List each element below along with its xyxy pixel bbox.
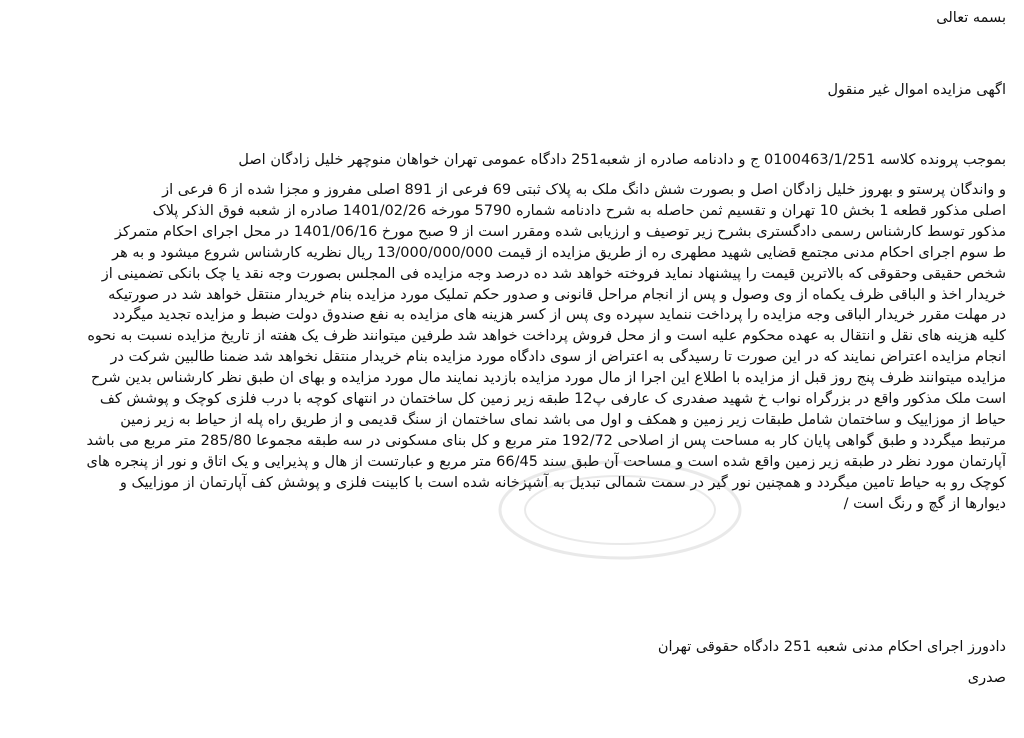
signer-name: صدری [967, 670, 1006, 686]
body-line: آپارتمان مورد نظر در طبقه زیر زمین واقع شده است و مساحت آن طبق سند 66/45 متر مربع و عبارتست از هال و پذیرایی و یک اتاق و نور از پنجره های [86, 453, 1006, 470]
body-line: است ملک مذکور واقع در بزرگراه نواب خ شهید صفدری ک عارفی پ12 طبقه زیر زمین کل ساختمان در انتهای کوچه با درب فلزی کوچک و پوشش کف [99, 391, 1006, 408]
body-line: ط سوم اجرای احکام مدنی مجتمع قضایی شهید مطهری ره از طریق مزایده از قیمت 13/000/000/000 ریال نظریه کارشناس شروع میشود و به هر [112, 244, 1006, 261]
body-line: در مهلت مقرر خریدار الباقی وجه مزایده را پرداخت ننماید سپرده وی پس از کسر هزینه های مزایده به نفع صندوق دولت ضبط و مزایده تجدید میگردد [112, 307, 1006, 324]
body-line: دیوارها از گچ و رنگ است / [843, 495, 1006, 512]
signing-office: دادورز اجرای احکام مدنی شعبه 251 دادگاه حقوقی تهران [657, 639, 1006, 655]
body-line: خریدار اخذ و الباقی ظرف یکماه از وی وصول و پس از انجام مراحل قانونی و صدور حکم تملیک مورد مزایده بنام خریدار منتقل خواهد شد در صورتیکه [108, 286, 1006, 303]
body-line: کلیه هزینه های نقل و انتقال به عهده محکوم علیه است و از محل فروش پرداخت خواهد شد طرفین میتوانند ظرف یک هفته از تاریخ مزایده نسبت به نحوه [87, 328, 1006, 345]
body-line: و واندگان پرستو و بهروز خلیل زادگان اصل و بصورت شش دانگ ملک به پلاک ثبتی 69 فرعی از 891 اصلی مفروز و مجزا شده از 6 فرعی از [162, 182, 1006, 198]
body-line: مرتبط میگردد و طبق گواهی پایان کار به مساحت پس از اصلاحی 192/72 متر مربع و کل بنای مسکونی در سه طبقه مجموعا 285/80 متر مربع می باشد [86, 432, 1006, 449]
body-line: اصلی مذکور قطعه 1 بخش 10 تهران و تقسیم ثمن حاصله به شرح دادنامه شماره 5790 مورخه 1401/02/26 صادره از شعبه فوق الذکر پلاک [152, 202, 1006, 219]
case-intro-line: بموجب پرونده کلاسه 0100463/1/251 ج و دادنامه صادره از شعبه251 دادگاه عمومی تهران خواهان منوچهر خلیل زادگان اصل [238, 152, 1006, 168]
body-line: مزایده میتوانند ظرف پنج روز قبل از مزایده با اطلاع این اجرا از مال مورد مزایده بازدید نمایند مال مورد مزایده و بهای ان طبق نظر کارشناس بدین شرح [90, 370, 1006, 387]
body-line: شخص حقیقی وحقوقی که بالاترین قیمت را پیشنهاد نماید فروخته خواهد شد ده درصد وجه مزایده فی المجلس بصورت وجه نقد یا چک بانکی تضمینی از [101, 265, 1006, 282]
body-line: حیاط از موزاییک و ساختمان شامل طبقات زیر زمین و همکف و اول می باشد نمای ساختمان از سنگ قدیمی و از طریق راه پله از حیاط به زیر زمین [120, 411, 1006, 428]
body-line: انجام مزایده اعتراض نمایند که در این صورت تا رسیدگی به اعتراض از سوی دادگاه مورد مزایده بنام خریدار منتقل نخواهد شد ضمنا طالبین شرکت در [110, 349, 1006, 366]
notice-title: اگهی مزایده اموال غیر منقول [827, 82, 1006, 98]
body-line: کوچک رو به حیاط تامین میگردد و همچنین نور گیر در سمت شمالی تبدیل به آشپزخانه شده است با کابینت فلزی و پوشش کف آپارتمان از موزاییک و [119, 474, 1006, 491]
notice-body [16, 180, 1006, 515]
body-line: مذکور توسط کارشناس رسمی دادگستری بشرح زیر توصیف و ارزیابی شده ومقرر است از 9 صبح مورخ 1401/06/16 در محل اجرای احکام متمرکز [114, 223, 1006, 240]
invocation-heading: بسمه تعالی [936, 10, 1006, 26]
